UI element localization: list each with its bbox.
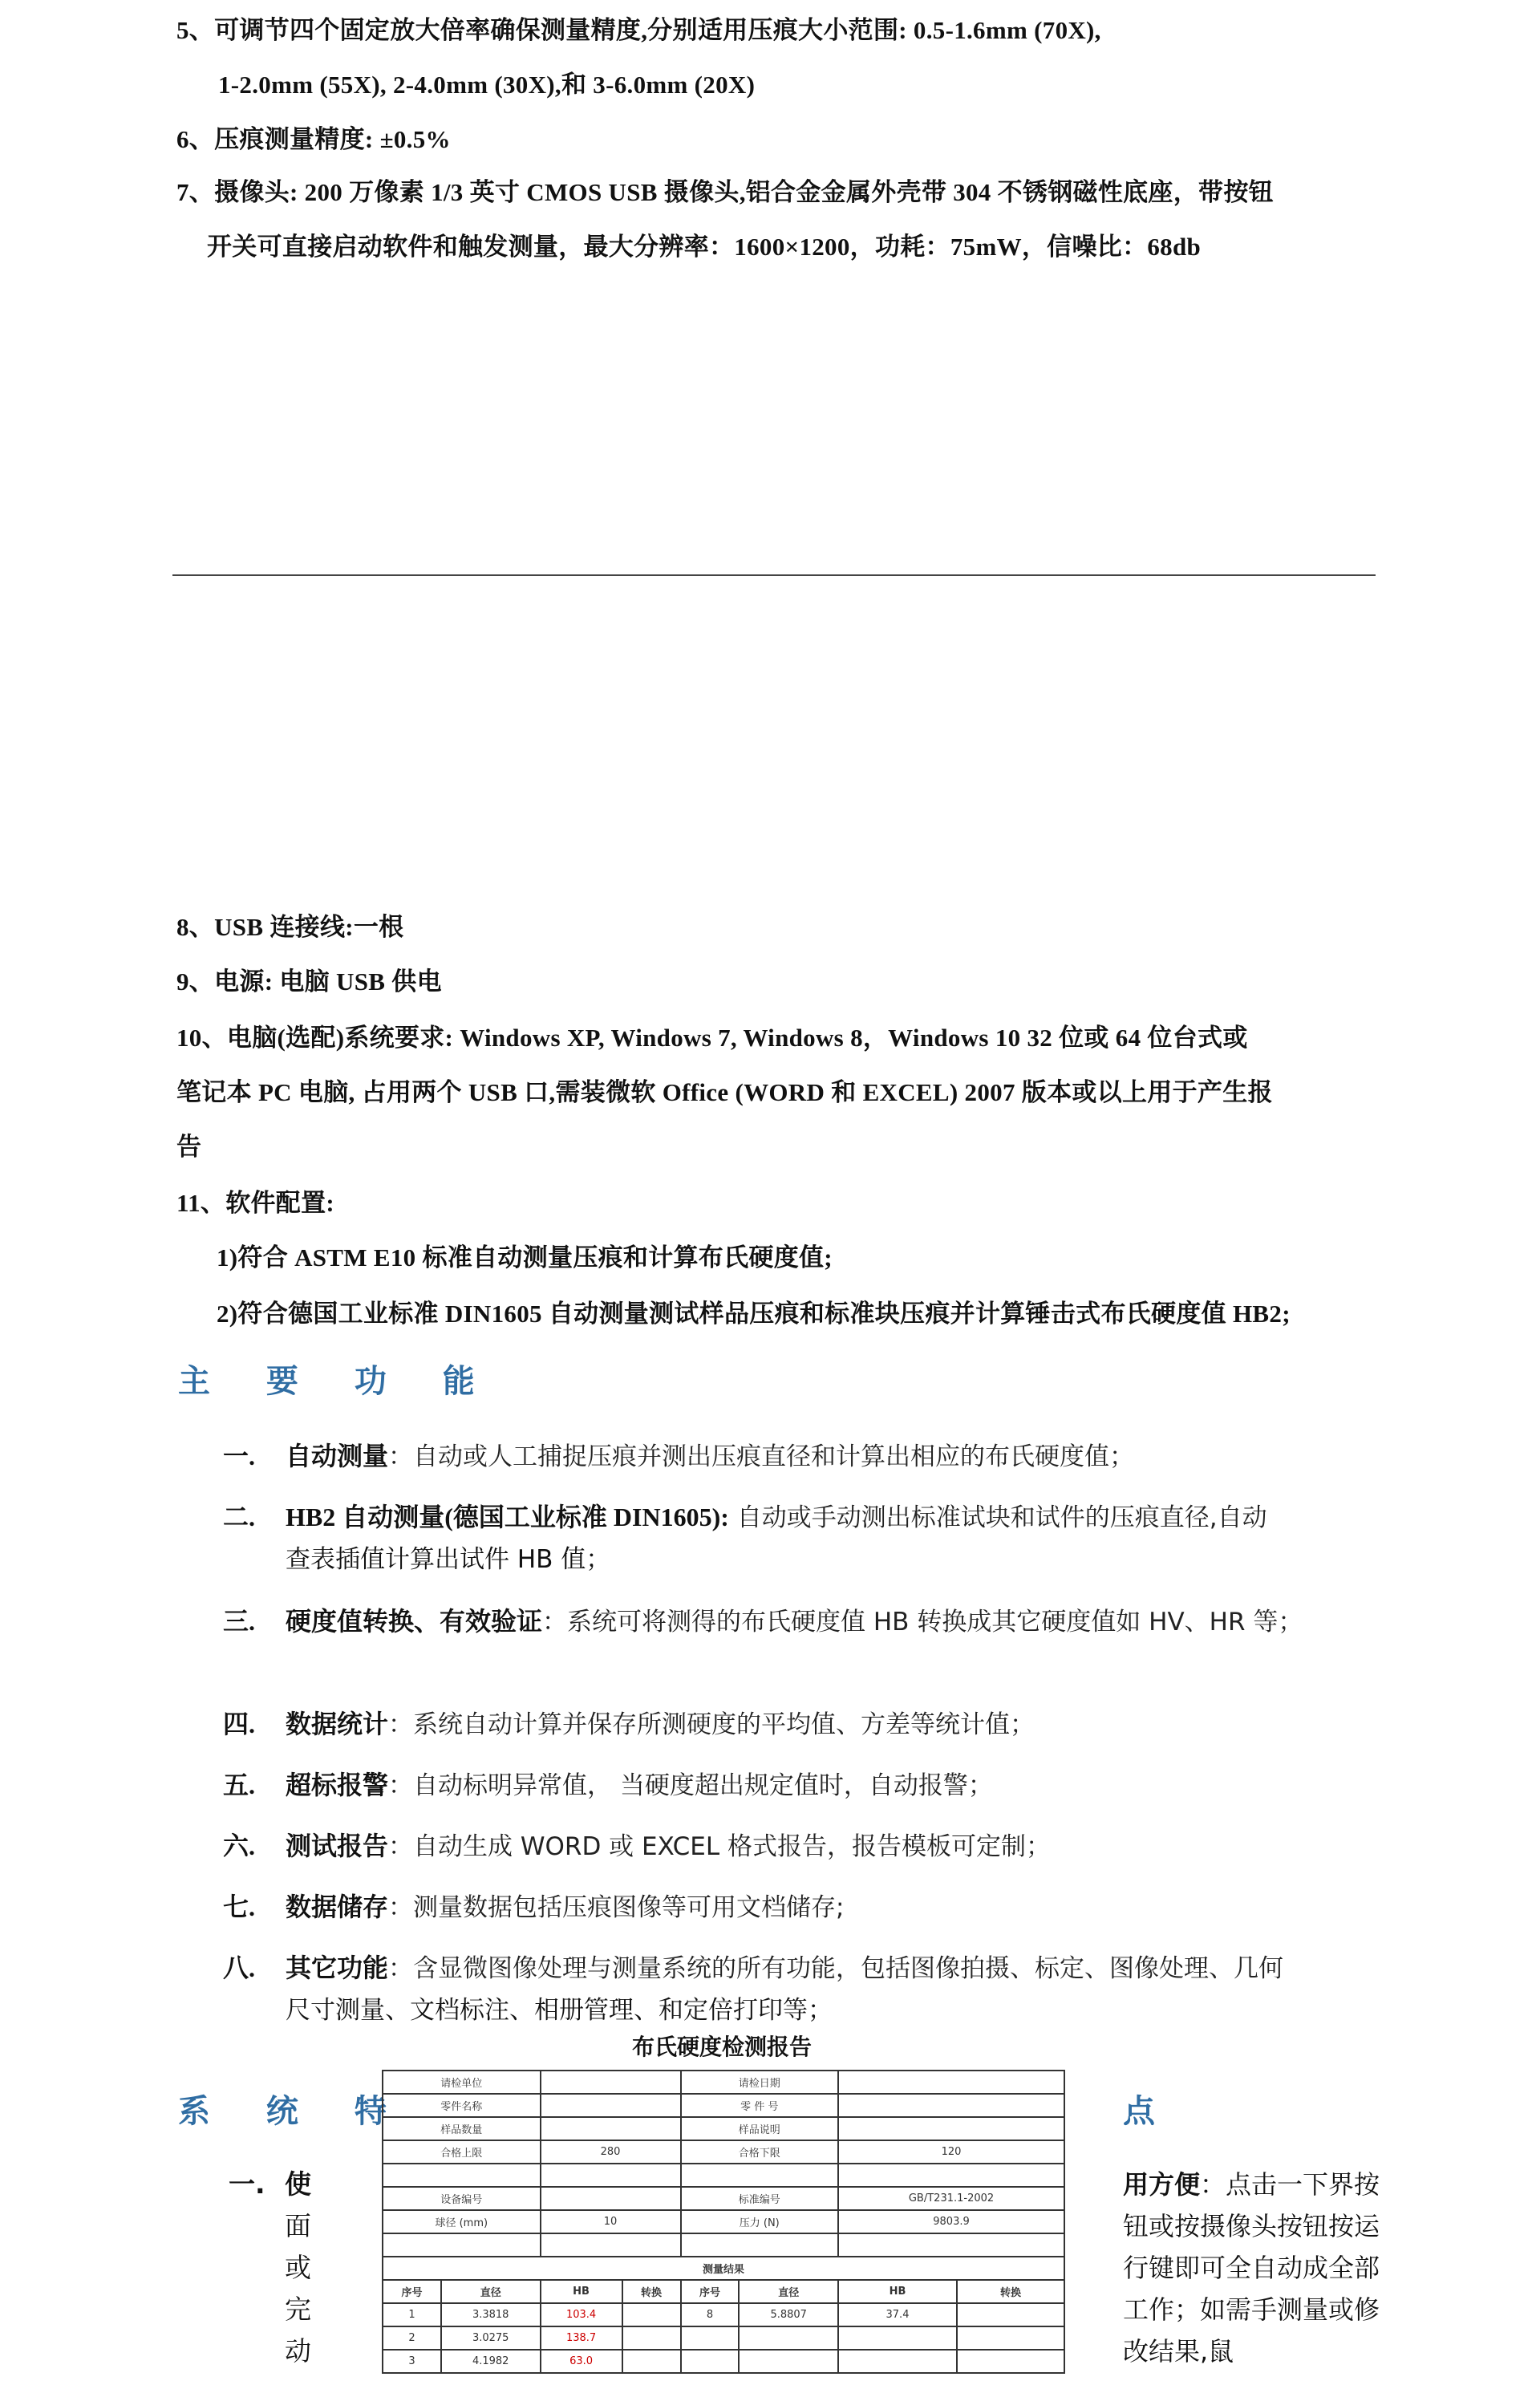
report-cell: 8 <box>681 2303 740 2326</box>
report-cell <box>681 2164 839 2187</box>
section-title-system-features: 系 统 特 <box>178 2093 409 2130</box>
feature-item <box>286 1826 1051 1863</box>
report-cell: HB <box>541 2280 622 2303</box>
spec-line: 告 <box>176 1133 202 1161</box>
report-cell <box>957 2303 1064 2326</box>
sys-item-vertical-text <box>285 2205 317 2372</box>
report-cell <box>622 2303 681 2326</box>
feature-item <box>286 1436 1134 1473</box>
report-cell <box>739 2350 838 2373</box>
sys-item-first-char: 使 <box>285 2168 311 2200</box>
report-cell <box>957 2326 1064 2350</box>
feature-desc-continued: 尺寸测量、文档标注、相册管理、和定倍打印等； <box>286 1996 833 2025</box>
spec-line: 1)符合 ASTM E10 标准自动测量压痕和计算布氏硬度值; <box>217 1243 833 1272</box>
sys-item-right-text <box>1123 2164 1388 2372</box>
sys-item-right-desc: ：点击一下界按钮或按摄像头按钮按运行键即可全自动成全部工作；如需手测量或修改结果,鼠 <box>1123 2169 1380 2367</box>
report-cell: 序号 <box>681 2280 740 2303</box>
report-result-header <box>383 2280 1064 2303</box>
report-cell <box>681 2233 839 2257</box>
spec-line: 开关可直接启动软件和触发测量，最大分辨率：1600×1200，功耗：75mW，信噪比：68db <box>207 233 1202 261</box>
report-cell <box>739 2326 838 2350</box>
feature-label: 测试报告 <box>286 1831 389 1860</box>
sys-item-number: 一. <box>229 2168 265 2200</box>
feature-number: 八. <box>223 1953 256 1982</box>
spec-line: 11、软件配置: <box>176 1189 335 1217</box>
feature-label: HB2 自动测量(德国工业标准 DIN1605): <box>286 1503 729 1531</box>
report-cell <box>541 2094 681 2117</box>
feature-item <box>286 1497 1267 1534</box>
report-cell <box>838 2094 1064 2117</box>
report-cell: 103.4 <box>541 2303 622 2326</box>
section-title-system-features-end: 点 <box>1123 2093 1177 2130</box>
vertical-char: 动 <box>285 2335 311 2367</box>
report-cell: 请检日期 <box>681 2071 839 2094</box>
report-row <box>383 2257 1064 2280</box>
feature-label: 硬度值转换、有效验证 <box>286 1607 543 1636</box>
report-cell: 3.3818 <box>441 2303 541 2326</box>
report-cell: 标准编号 <box>681 2187 839 2210</box>
report-cell: 零件名称 <box>383 2094 541 2117</box>
report-cell: 280 <box>541 2140 681 2164</box>
report-cell: 直径 <box>739 2280 838 2303</box>
feature-label: 自动测量 <box>286 1442 389 1470</box>
report-cell <box>681 2326 740 2350</box>
feature-desc: ：测量数据包括压痕图像等可用文档储存; <box>388 1893 845 1922</box>
report-cell: 合格下限 <box>681 2140 839 2164</box>
report-cell: 63.0 <box>541 2350 622 2373</box>
vertical-char: 完 <box>285 2294 311 2325</box>
report-cell: 9803.9 <box>838 2210 1064 2233</box>
report-cell <box>957 2350 1064 2373</box>
report-cell: 转换 <box>622 2280 681 2303</box>
report-row <box>383 2117 1064 2140</box>
report-cell: 1 <box>383 2303 441 2326</box>
feature-desc: ：系统可将测得的布氏硬度值 HB 转换成其它硬度值如 HV、HR 等； <box>542 1608 1303 1637</box>
spec-line: 2)符合德国工业标准 DIN1605 自动测量测试样品压痕和标准块压痕并计算锤击式布氏硬度值 HB2; <box>217 1300 1291 1328</box>
spec-line: 10、电脑(选配)系统要求: Windows XP, Windows 7, Windows 8，Windows 10 32 位或 64 位台式或 <box>176 1024 1248 1052</box>
feature-number: 七. <box>223 1892 256 1921</box>
spec-line: 6、压痕测量精度: ±0.5% <box>176 125 451 153</box>
report-cell: 直径 <box>441 2280 541 2303</box>
feature-number: 六. <box>223 1831 256 1860</box>
report-cell: 球径 (mm) <box>383 2210 541 2233</box>
feature-desc: ：自动生成 WORD 或 EXCEL 格式报告，报告模板可定制； <box>388 1832 1051 1861</box>
report-cell <box>541 2233 681 2257</box>
horizontal-divider <box>172 574 1376 576</box>
report-row <box>383 2094 1064 2117</box>
report-cell <box>681 2350 740 2373</box>
feature-desc: 自动或手动测出标准试块和试件的压痕直径,自动 <box>728 1503 1267 1532</box>
report-cell: 2 <box>383 2326 441 2350</box>
feature-number: 一. <box>223 1442 256 1470</box>
report-cell: 压力 (N) <box>681 2210 839 2233</box>
report-cell <box>541 2187 681 2210</box>
report-cell: 3 <box>383 2350 441 2373</box>
report-cell: 37.4 <box>838 2303 957 2326</box>
report-cell: 设备编号 <box>383 2187 541 2210</box>
report-cell <box>622 2350 681 2373</box>
report-row <box>383 2210 1064 2233</box>
report-cell: 3.0275 <box>441 2326 541 2350</box>
report-title: 布氏硬度检测报告 <box>631 2034 812 2060</box>
report-cell <box>838 2117 1064 2140</box>
feature-item <box>286 1948 1283 1985</box>
feature-item <box>286 1765 993 1802</box>
section-title-main-functions: 主 要 功 能 <box>178 1363 497 1400</box>
feature-desc: ：自动标明异常值， 当硬度超出规定值时，自动报警； <box>388 1771 993 1800</box>
feature-item <box>286 1704 1035 1741</box>
spec-line: 5、可调节四个固定放大倍率确保测量精度,分别适用压痕大小范围: 0.5-1.6mm (70X), <box>176 16 1101 44</box>
report-cell: 4.1982 <box>441 2350 541 2373</box>
feature-number: 五. <box>223 1770 256 1799</box>
report-cell: HB <box>838 2280 957 2303</box>
report-cell <box>541 2164 681 2187</box>
report-cell <box>838 2326 957 2350</box>
report-cell <box>838 2233 1064 2257</box>
vertical-char: 面 <box>285 2210 311 2241</box>
report-cell: 样品说明 <box>681 2117 839 2140</box>
feature-number: 三. <box>223 1607 256 1636</box>
report-cell: 样品数量 <box>383 2117 541 2140</box>
report-row <box>383 2071 1064 2094</box>
spec-line: 笔记本 PC 电脑, 占用两个 USB 口,需装微软 Office (WORD 和 EXCEL) 2007 版本或以上用于产生报 <box>176 1078 1273 1106</box>
report-cell <box>541 2071 681 2094</box>
feature-number: 二. <box>223 1503 256 1531</box>
report-table <box>382 2070 1065 2374</box>
report-row <box>383 2233 1064 2257</box>
feature-label: 超标报警 <box>286 1770 389 1799</box>
report-cell: GB/T231.1-2002 <box>838 2187 1064 2210</box>
report-cell: 120 <box>838 2140 1064 2164</box>
report-cell: 序号 <box>383 2280 441 2303</box>
report-row <box>383 2164 1064 2187</box>
report-row <box>383 2187 1064 2210</box>
report-row <box>383 2140 1064 2164</box>
report-cell: 测量结果 <box>383 2257 1064 2280</box>
feature-number: 四. <box>223 1710 256 1738</box>
feature-label: 其它功能 <box>286 1953 389 1982</box>
feature-desc: ：自动或人工捕捉压痕并测出压痕直径和计算出相应的布氏硬度值； <box>388 1442 1135 1471</box>
spec-line: 7、摄像头: 200 万像素 1/3 英寸 CMOS USB 摄像头,铝合金金属外壳带 304 不锈钢磁性底座，带按钮 <box>176 178 1274 206</box>
spec-line: 8、USB 连接线:一根 <box>176 913 404 941</box>
report-cell <box>838 2350 957 2373</box>
vertical-char: 或 <box>285 2252 311 2283</box>
report-cell <box>383 2233 541 2257</box>
sys-item-right-label: 用方便 <box>1123 2169 1201 2200</box>
report-cell: 138.7 <box>541 2326 622 2350</box>
report-result-row <box>383 2326 1064 2350</box>
report-cell <box>838 2071 1064 2094</box>
feature-item <box>286 1601 1303 1638</box>
feature-desc: ：系统自动计算并保存所测硬度的平均值、方差等统计值； <box>388 1710 1035 1739</box>
feature-desc-continued: 查表插值计算出试件 HB 值； <box>286 1545 611 1574</box>
report-result-row <box>383 2350 1064 2373</box>
feature-label: 数据统计 <box>286 1710 389 1738</box>
report-cell: 合格上限 <box>383 2140 541 2164</box>
spec-line: 9、电源: 电脑 USB 供电 <box>176 967 442 996</box>
report-cell: 请检单位 <box>383 2071 541 2094</box>
report-cell: 5.8807 <box>739 2303 838 2326</box>
spec-line: 1-2.0mm (55X), 2-4.0mm (30X),和 3-6.0mm (20X) <box>218 71 756 99</box>
report-cell: 10 <box>541 2210 681 2233</box>
report-cell <box>383 2164 541 2187</box>
report-cell <box>838 2164 1064 2187</box>
report-cell <box>622 2326 681 2350</box>
feature-label: 数据储存 <box>286 1892 389 1921</box>
report-cell: 零 件 号 <box>681 2094 839 2117</box>
report-cell: 转换 <box>957 2280 1064 2303</box>
report-cell <box>541 2117 681 2140</box>
feature-item <box>286 1887 844 1924</box>
report-result-row <box>383 2303 1064 2326</box>
report-table-image <box>377 2030 1067 2385</box>
feature-desc: ：含显微图像处理与测量系统的所有功能，包括图像拍摄、标定、图像处理、几何 <box>388 1954 1284 1983</box>
